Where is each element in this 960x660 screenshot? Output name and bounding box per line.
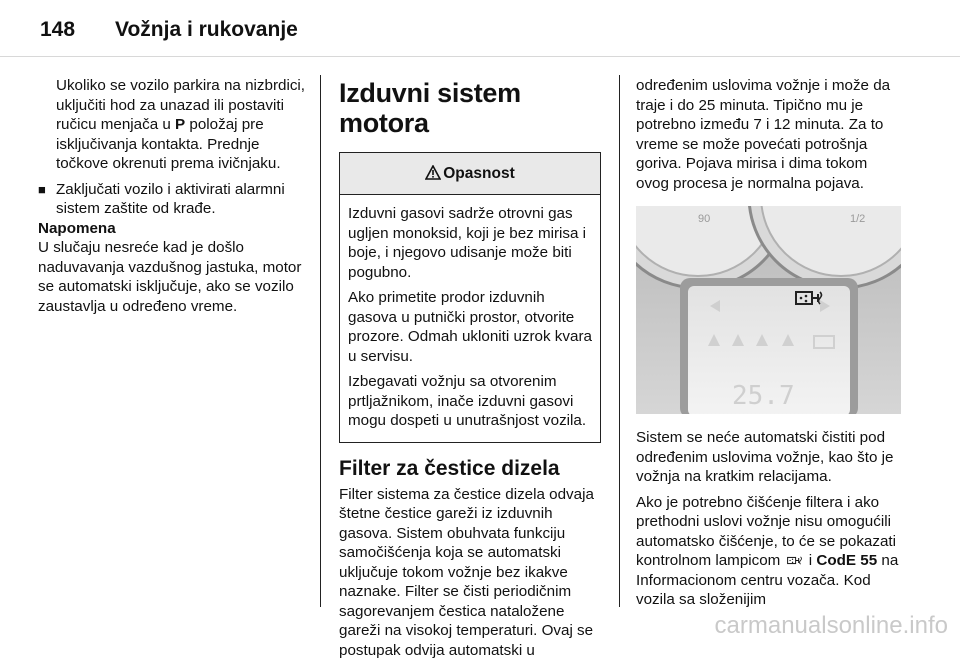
short-trips-paragraph: Sistem se neće automatski čistiti pod određenim uslovima vožnje, kao što je vožnja na kratkim relacijama.: [636, 428, 904, 487]
regeneration-paragraph: određenim uslovima vožnje i može da traje i do 25 minuta. Tipično mu je potrebno između 7 i 12 minuta. Za to vreme se može povećati potrošnja goriva. Pojava mirisa i dima tokom ovog procesa je normalna pojava.: [636, 76, 904, 193]
warning-lamp-paragraph: [636, 493, 904, 610]
warning-title: Opasnost: [443, 165, 514, 182]
warning-box: [339, 152, 601, 443]
header-divider: [0, 56, 960, 57]
diesel-particle-filter-icon: [787, 553, 803, 568]
filter-paragraph: Filter sistema za čestice dizela odvaja štetne čestice gareži iz izduvnih gasova. Sistem obuhvata funkciju samočišćenja koja se automatski uključuje tokom vožnje bez ikakve naznake. Filter se čisti periodičnim sagorevanjem čestica nataložene gareži na visokoj temperaturi. Ovaj se postupak odvija automatski u: [339, 485, 601, 660]
column-3: [636, 76, 904, 610]
gauge-left-label: 90: [698, 213, 710, 225]
section-title: Izduvni sistem motora: [339, 78, 601, 138]
parking-text-post: položaj pre isključivanja kontakta. Prednje točkove okrenuti prema ivičnjaku.: [56, 116, 281, 172]
instrument-cluster-illustration: [636, 206, 901, 414]
lamp-text-post: na Informacionom centru vozača. Kod vozila sa složenijim: [636, 552, 898, 608]
parking-text-pre: Ukoliko se vozilo parkira na nizbrdici, uključiti hod za unazad ili postaviti ručicu menjača u: [56, 77, 305, 133]
page-title: Vožnja i rukovanje: [115, 18, 298, 41]
parking-paragraph: [38, 76, 306, 174]
subsection-title: Filter za čestice dizela: [339, 457, 601, 481]
warning-paragraph: Ako primetite prodor izduvnih gasova u putnički prostor, otvorite prozore. Odmah ukloniti uzrok kvara u servisu.: [348, 288, 592, 366]
column-2: [339, 76, 601, 660]
gear-p-label: P: [175, 116, 185, 133]
warning-header: [340, 153, 600, 195]
warning-triangle-icon: [425, 165, 441, 180]
column-1: [38, 76, 306, 316]
column-divider-1: [320, 75, 321, 607]
note-text: U slučaju nesreće kad je došlo naduvavanja vazdušnog jastuka, motor se automatski isključuje, ako se vozilo zaustavlja u određeno vreme.: [38, 238, 306, 316]
warning-body: [340, 195, 600, 442]
bullet-text: Zaključati vozilo i aktivirati alarmni sistem zaštite od krađe.: [56, 180, 306, 219]
gauge-right-label: 1/2: [850, 213, 865, 225]
watermark: carmanualsonline.info: [715, 612, 948, 640]
note-title: Napomena: [38, 219, 306, 239]
page-number: 148: [40, 18, 115, 42]
warning-paragraph: Izduvni gasovi sadrže otrovni gas ugljen monoksid, koji je bez mirisa i boje, i njegovo udisanje može biti pogubno.: [348, 204, 592, 282]
instrument-cluster-photo: [636, 206, 901, 414]
warning-paragraph: Izbegavati vožnju sa otvorenim prtljažnikom, inače izduvni gasovi mogu dospeti u unutrašnjost vozila.: [348, 372, 592, 431]
error-code: CodE 55: [816, 552, 877, 569]
display-readout: 25.7: [732, 381, 795, 411]
column-divider-2: [619, 75, 620, 607]
lamp-text-pre: Ako je potrebno čišćenje filtera i ako prethodni uslovi vožnje nisu omogućili automatsko čišćenje, to će se pokazati kontrolnom lampicom: [636, 494, 896, 570]
lamp-text-mid: i: [805, 552, 817, 569]
bullet-icon: ■: [38, 180, 56, 219]
list-item: [38, 180, 306, 219]
page-header: [40, 18, 298, 42]
